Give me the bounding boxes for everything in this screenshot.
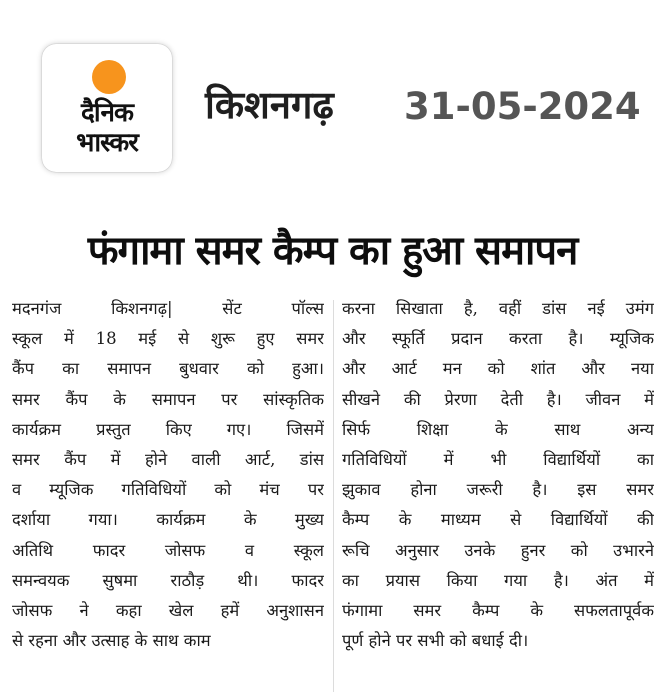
article-text-line: समन्वयक सुषमा राठौड़ थी। फादर xyxy=(12,570,324,590)
article-headline: फंगामा समर कैम्प का हुआ समापन xyxy=(87,228,578,274)
article-text-line: का प्रयास किया गया है। अंत में xyxy=(342,570,654,590)
sun-icon xyxy=(92,60,126,94)
article-text-line: कार्यक्रम प्रस्तुत किए गए। जिसमें xyxy=(12,419,324,439)
article-text-line: और आर्ट मन को शांत और नया xyxy=(342,359,654,379)
article-text-line: और स्फूर्ति प्रदान करता है। म्यूजिक xyxy=(342,329,654,349)
article-text-line: झुकाव होना जरूरी है। इस समर xyxy=(342,480,654,500)
article-text-line: से रहना और उत्साह के साथ काम xyxy=(12,631,211,651)
article-text-line: जोसफ ने कहा खेल हमें अनुशासन xyxy=(12,600,324,620)
column-divider xyxy=(333,300,334,692)
article-text-line: समर कैंप के समापन पर सांस्कृतिक xyxy=(12,389,324,409)
article-text-line: मदनगंज किशनगढ़| सेंट पॉल्स xyxy=(12,299,324,318)
article-text-line: पूर्ण होने पर सभी को बधाई दी। xyxy=(342,631,529,651)
logo-text-bhaskar: भास्कर xyxy=(76,128,138,158)
article-text-line: रूचि अनुसार उनके हुनर को उभारने xyxy=(342,540,654,560)
dainik-bhaskar-logo xyxy=(42,44,172,172)
article-text-line: कैम्प के माध्यम से विद्यार्थियों की xyxy=(342,510,654,530)
logo-text-dainik: दैनिक xyxy=(81,98,133,128)
edition-place: किशनगढ़ xyxy=(205,83,334,127)
article-text-line: समर कैंप में होने वाली आर्ट, डांस xyxy=(12,449,324,469)
article-text-line: स्कूल में 18 मई से शुरू हुए समर xyxy=(12,329,324,349)
article-column-left xyxy=(12,294,324,656)
article-text-line: सीखने की प्रेरणा देती है। जीवन में xyxy=(342,389,654,409)
article-text-line: करना सिखाता है, वहीं डांस नई उमंग xyxy=(342,299,654,318)
article-text-line: दर्शाया गया। कार्यक्रम के मुख्य xyxy=(12,510,324,530)
article-text-line: अतिथि फादर जोसफ व स्कूल xyxy=(12,540,324,560)
article-text-line: फंगामा समर कैम्प के सफलतापूर्वक xyxy=(342,600,654,620)
article-text-line: व म्यूजिक गतिविधियों को मंच पर xyxy=(12,480,324,500)
article-column-right xyxy=(342,294,654,656)
article-text-line: कैंप का समापन बुधवार को हुआ। xyxy=(12,359,324,379)
article-text-line: सिर्फ शिक्षा के साथ अन्य xyxy=(342,419,654,439)
edition-date: 31-05-2024 xyxy=(404,85,641,128)
article-text-line: गतिविधियों में भी विद्यार्थियों का xyxy=(342,449,654,469)
